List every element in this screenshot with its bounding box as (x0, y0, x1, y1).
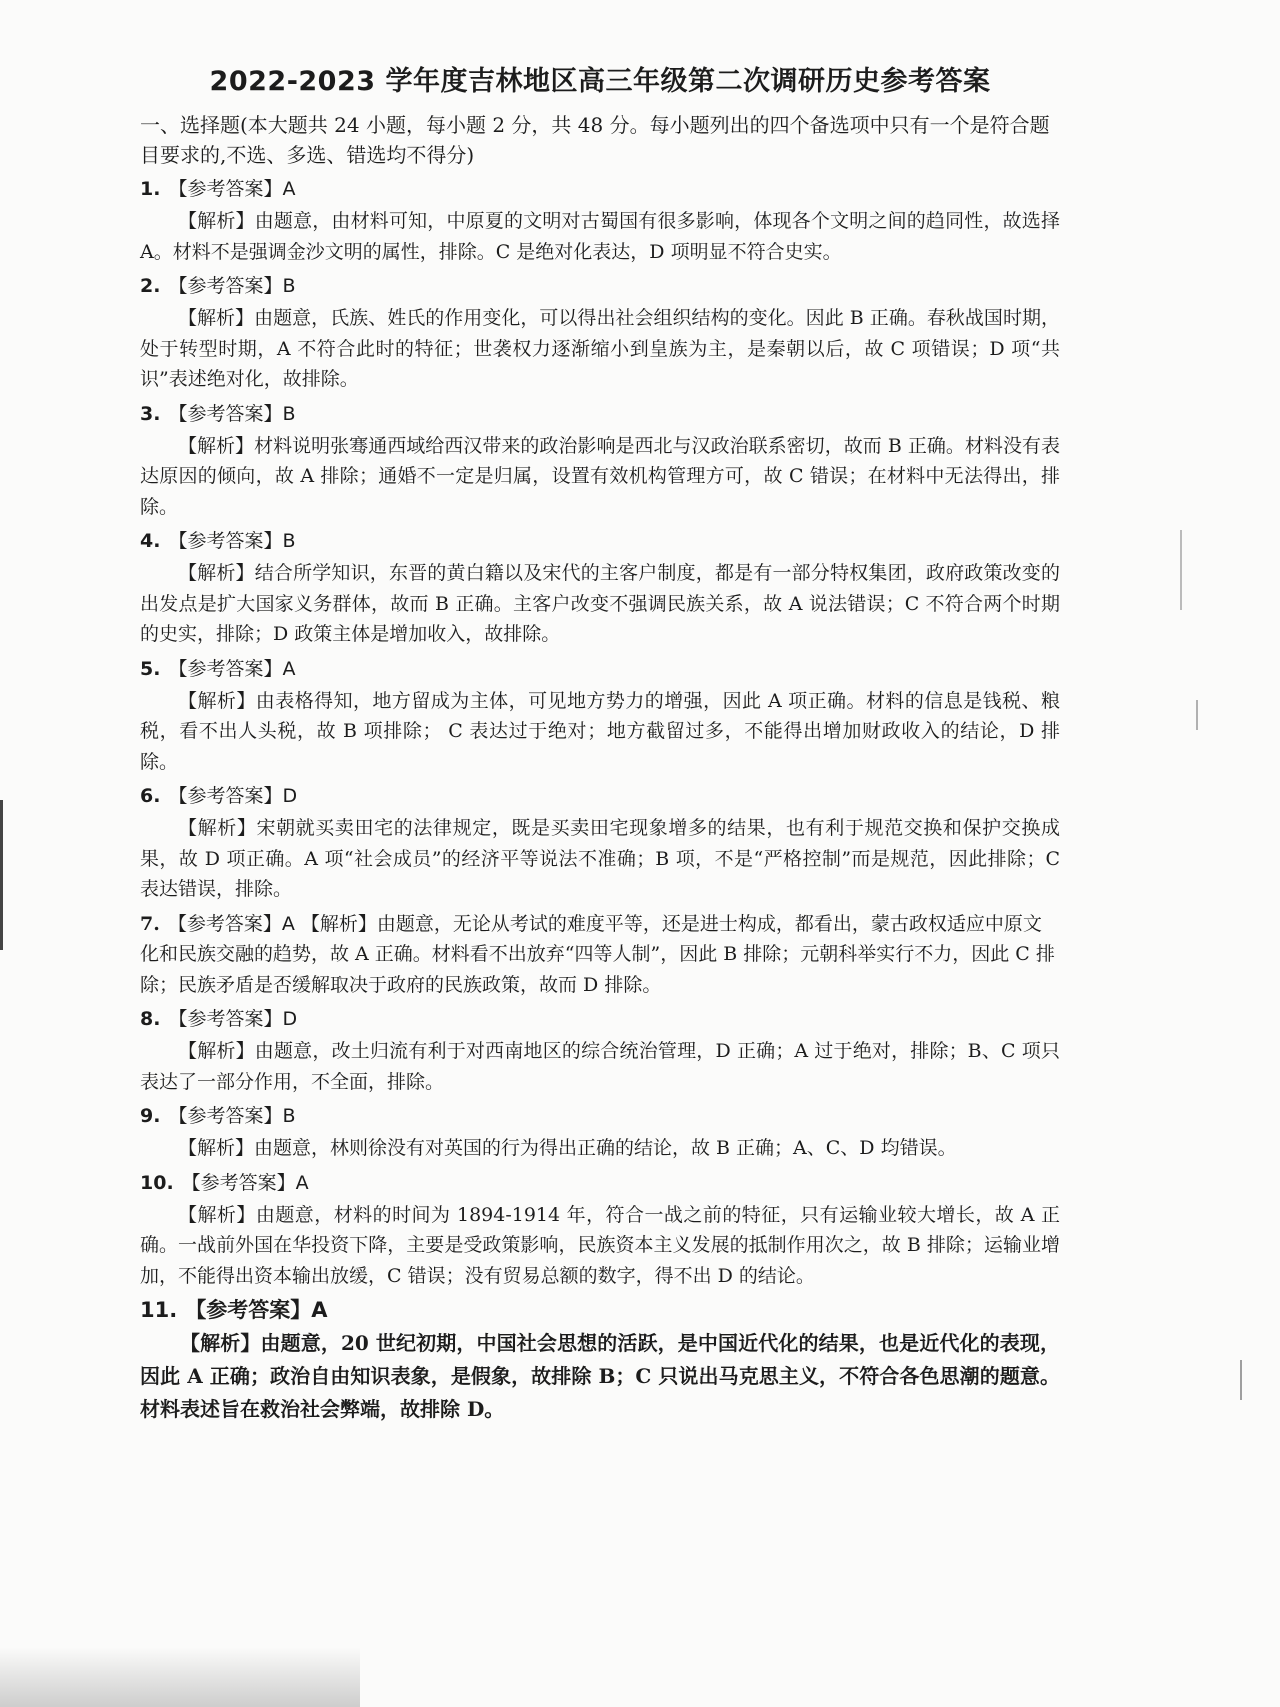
question-number: 3. (140, 402, 161, 425)
analysis-text: 【解析】由题意，材料的时间为 1894-1914 年，符合一战之前的特征，只有运输业较大增长，故 A 正确。一战前外国在华投资下降，主要是受政策影响，民族资本主义发展的抵制作用次之，故 B 排除；运输业增加，不能得出资本输出放缓，C 错误；没有贸易总额的数字，得不出 D 的结论。 (140, 1203, 1060, 1287)
analysis-text: 【解析】结合所学知识，东晋的黄白籍以及宋代的主客户制度，都是有一部分特权集团，政府政策改变的出发点是扩大国家义务群体，故而 B 正确。主客户改变不强调民族关系，故 A 说法错误；C 不符合两个时期的史实，排除；D 政策主体是增加收入，故排除。 (140, 562, 1060, 645)
reference-answer: 【参考答案】B (168, 1105, 296, 1127)
reference-answer: 【参考答案】D (168, 1008, 298, 1030)
analysis-text: 【解析】材料说明张骞通西域给西汉带来的政治影响是西北与汉政治联系密切，故而 B 正确。材料没有表达原因的倾向，故 A 排除；通婚不一定是归属，设置有效机构管理方可，故 C 错误；在材料中无法得出，排除。 (140, 434, 1060, 518)
question-block (140, 174, 1060, 267)
reference-answer: 【参考答案】A (181, 1171, 309, 1194)
question-number: 2. (140, 275, 161, 297)
reference-answer: 【参考答案】B (168, 275, 296, 297)
analysis-text: 【解析】由题意，由材料可知，中原夏的文明对古蜀国有很多影响，体现各个文明之间的趋同性，故选择 A。材料不是强调金沙文明的属性，排除。C 是绝对化表达，D 项明显不符合史实。 (140, 210, 1060, 263)
margin-mark-right-3 (1240, 1360, 1242, 1400)
analysis-text: 【解析】由题意，林则徐没有对英国的行为得出正确的结论，故 B 正确；A、C、D 均错误。 (178, 1137, 957, 1159)
reference-answer: 【参考答案】B (168, 402, 296, 425)
scan-shadow (0, 1647, 360, 1707)
question-block (140, 909, 1060, 1001)
reference-answer: 【参考答案】B (168, 530, 296, 552)
question-number: 5. (140, 657, 161, 680)
analysis-text: 【解析】宋朝就买卖田宅的法律规定，既是买卖田宅现象增多的结果，也有利于规范交换和保护交换成果，故 D 项正确。A 项“社会成员”的经济平等说法不准确；B 项，不是“严格控制”而是规范，因此排除；C 表达错误，排除。 (140, 817, 1060, 900)
question-block (140, 1295, 1060, 1426)
answer-document (140, 62, 1060, 1430)
question-number: 4. (140, 530, 161, 552)
margin-mark-right-1 (1180, 530, 1182, 610)
question-number: 6. (140, 785, 161, 807)
question-block (140, 399, 1060, 523)
question-block (140, 1101, 1060, 1164)
question-block (140, 781, 1060, 905)
reference-answer: 【参考答案】A (168, 657, 296, 680)
margin-mark-left (0, 800, 3, 950)
question-number: 1. (140, 178, 161, 200)
reference-answer: 【参考答案】A (167, 912, 295, 935)
question-number: 9. (140, 1105, 161, 1127)
question-block (140, 271, 1060, 395)
analysis-text: 【解析】由表格得知，地方留成为主体，可见地方势力的增强，因此 A 项正确。材料的信息是钱税、粮税，看不出人头税，故 B 项排除； C 表达过于绝对；地方截留过多，不能得出增加财政收入的结论，D 排除。 (140, 689, 1060, 773)
question-block (140, 1004, 1060, 1097)
question-number: 10. (140, 1171, 174, 1194)
reference-answer: 【参考答案】A (185, 1298, 328, 1322)
analysis-text: 【解析】由题意，改土归流有利于对西南地区的综合统治管理，D 正确；A 过于绝对，排除；B、C 项只表达了一部分作用，不全面，排除。 (140, 1040, 1060, 1093)
question-block (140, 1168, 1060, 1292)
reference-answer: 【参考答案】D (168, 785, 298, 807)
analysis-text: 【解析】由题意，20 世纪初期，中国社会思想的活跃，是中国近代化的结果，也是近代化的表现，因此 A 正确；政治自由知识表象，是假象，故排除 B；C 只说出马克思主义，不符合各色思潮的题意。材料表述旨在救治社会弊端，故排除 D。 (140, 1331, 1060, 1421)
question-number: 11. (140, 1298, 178, 1322)
section-heading: 一、选择题(本大题共 24 小题，每小题 2 分，共 48 分。每小题列出的四个备选项中只有一个是符合题目要求的,不选、多选、错选均不得分) (140, 113, 1050, 167)
question-block (140, 654, 1060, 778)
question-number: 8. (140, 1008, 161, 1030)
question-block (140, 526, 1060, 650)
analysis-text: 【解析】由题意，无论从考试的难度平等，还是进士构成，都看出，蒙古政权适应中原文化和民族交融的趋势，故 A 正确。材料看不出放弃“四等人制”，因此 B 排除；元朝科举实行不力，因此 C 排除；民族矛盾是否缓解取决于政府的民族政策，故而 D 排除。 (140, 912, 1055, 996)
margin-mark-right-2 (1196, 700, 1198, 730)
document-title: 2022-2023 学年度吉林地区高三年级第二次调研历史参考答案 (209, 66, 991, 97)
analysis-text: 【解析】由题意，氏族、姓氏的作用变化，可以得出社会组织结构的变化。因此 B 正确。春秋战国时期，处于转型时期，A 不符合此时的特征；世袭权力逐渐缩小到皇族为主，是秦朝以后，故 C 项错误；D 项“共识”表述绝对化，故排除。 (140, 307, 1060, 390)
reference-answer: 【参考答案】A (168, 178, 296, 200)
question-number: 7. (140, 912, 160, 935)
